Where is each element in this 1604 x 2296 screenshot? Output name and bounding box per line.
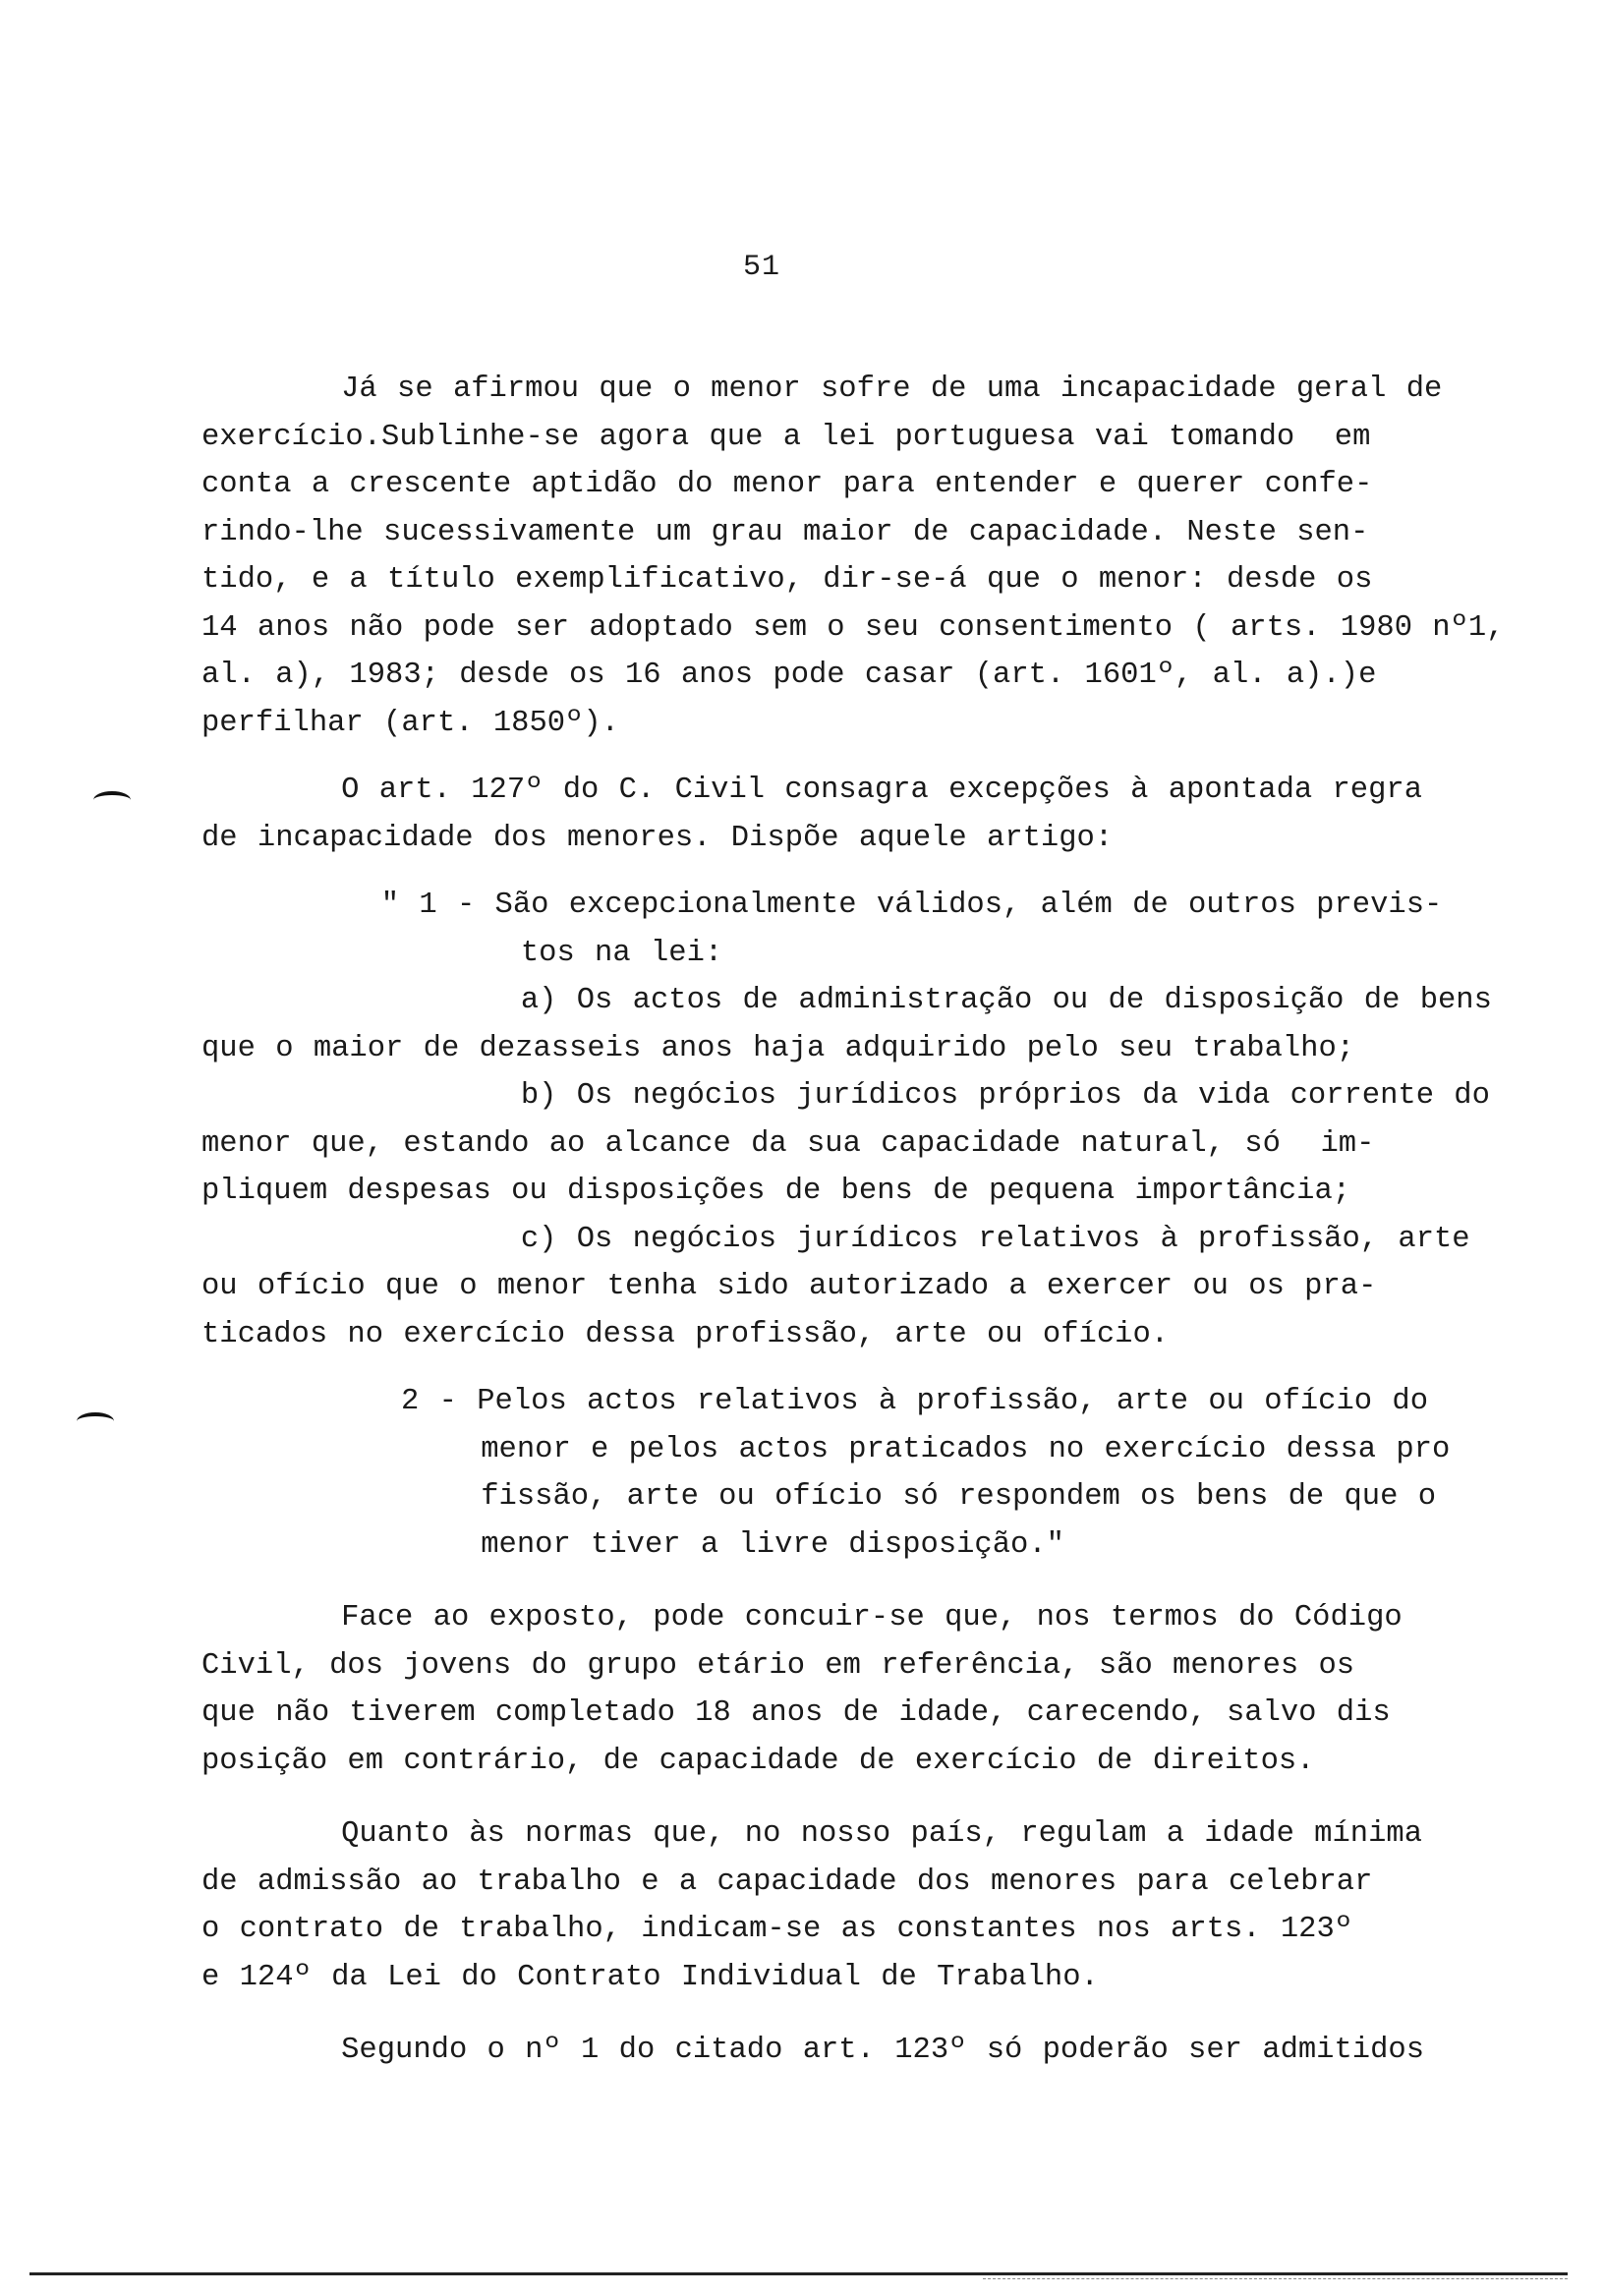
text-line: 14 anos não pode ser adoptado sem o seu consentimento ( arts. 1980 nº1, xyxy=(201,610,1505,645)
text-line: tido, e a título exemplificativo, dir-se-á que o menor: desde os xyxy=(201,563,1373,597)
text-line: menor tiver a livre disposição." xyxy=(201,1527,1064,1562)
text-line: ticados no exercício dessa profissão, arte ou ofício. xyxy=(201,1317,1170,1351)
text-line: perfilhar (art. 1850º). xyxy=(201,706,619,740)
text-line: Já se afirmou que o menor sofre de uma incapacidade geral de xyxy=(201,373,1443,406)
text-line: 2 - Pelos actos relativos à profissão, arte ou ofício do xyxy=(201,1385,1428,1418)
text-line: menor e pelos actos praticados no exercício dessa pro xyxy=(201,1432,1451,1466)
text-line: b) Os negócios jurídicos próprios da vida corrente do xyxy=(201,1079,1490,1113)
text-line: exercício.Sublinhe-se agora que a lei portuguesa vai tomando em xyxy=(201,420,1371,454)
paragraph-gap xyxy=(201,1358,1469,1378)
text-line: conta a crescente aptidão do menor para entender e querer confe- xyxy=(201,468,1373,501)
paragraph-gap xyxy=(201,1785,1469,1810)
text-line: ou ofício que o menor tenha sido autorizado a exercer ou os pra- xyxy=(201,1270,1377,1303)
text-line: fissão, arte ou ofício só respondem os bens de que o xyxy=(201,1480,1436,1514)
margin-mark xyxy=(77,1412,114,1430)
text-line: Segundo o nº 1 do citado art. 123º só poderão ser admitidos xyxy=(201,2034,1424,2067)
bottom-rule-shadow xyxy=(983,2278,1568,2279)
text-line: e 124º da Lei do Contrato Individual de Trabalho. xyxy=(201,1960,1099,1994)
paragraph-gap xyxy=(201,2001,1469,2027)
text-line: c) Os negócios jurídicos relativos à profissão, arte xyxy=(201,1222,1470,1256)
text-line: de incapacidade dos menores. Dispõe aquele artigo: xyxy=(201,821,1114,855)
text-line: rindo-lhe sucessivamente um grau maior de capacidade. Neste sen- xyxy=(201,515,1369,549)
bottom-rule xyxy=(29,2272,1568,2275)
margin-mark xyxy=(93,791,131,809)
page-number: 51 xyxy=(742,251,780,284)
paragraph-gap xyxy=(201,862,1469,882)
paragraph-gap xyxy=(201,1569,1469,1594)
text-line: posição em contrário, de capacidade de exercício de direitos. xyxy=(201,1744,1315,1778)
text-line: O art. 127º do C. Civil consagra excepções à apontada regra xyxy=(201,774,1422,807)
text-line: a) Os actos de administração ou de disposição de bens xyxy=(201,984,1492,1017)
text-line: menor que, estando ao alcance da sua capacidade natural, só im- xyxy=(201,1126,1375,1161)
paragraph-gap xyxy=(201,747,1469,767)
text-line: Quanto às normas que, no nosso país, regulam a idade mínima xyxy=(201,1817,1422,1851)
paragraph-article-123 xyxy=(201,2027,1469,2075)
quote-item-2 xyxy=(201,1378,1469,1569)
text-line: de admissão ao trabalho e a capacidade dos menores para celebrar xyxy=(201,1865,1373,1899)
paragraph-conclusion xyxy=(201,1594,1469,1785)
body-text xyxy=(201,366,1505,2075)
text-line: Face ao exposto, pode concuir-se que, nos termos do Código xyxy=(201,1601,1403,1635)
paragraph-incapacity xyxy=(201,366,1505,747)
text-line: que o maior de dezasseis anos haja adquirido pelo seu trabalho; xyxy=(201,1031,1355,1065)
text-line: que não tiverem completado 18 anos de idade, carecendo, salvo dis xyxy=(201,1696,1391,1730)
text-line: " 1 - São excepcionalmente válidos, além de outros previs- xyxy=(201,889,1443,922)
paragraph-labour-law xyxy=(201,1810,1469,2001)
quote-item-1 xyxy=(201,882,1492,1358)
text-line: al. a), 1983; desde os 16 anos pode casar (art. 1601º, al. a).)e xyxy=(201,659,1377,692)
text-line: pliquem despesas ou disposições de bens de pequena importância; xyxy=(201,1175,1351,1208)
text-line: o contrato de trabalho, indicam-se as constantes nos arts. 123º xyxy=(201,1913,1353,1946)
text-line: tos na lei: xyxy=(201,936,723,970)
paragraph-article-127 xyxy=(201,767,1469,862)
text-line: Civil, dos jovens do grupo etário em referência, são menores os xyxy=(201,1648,1355,1683)
